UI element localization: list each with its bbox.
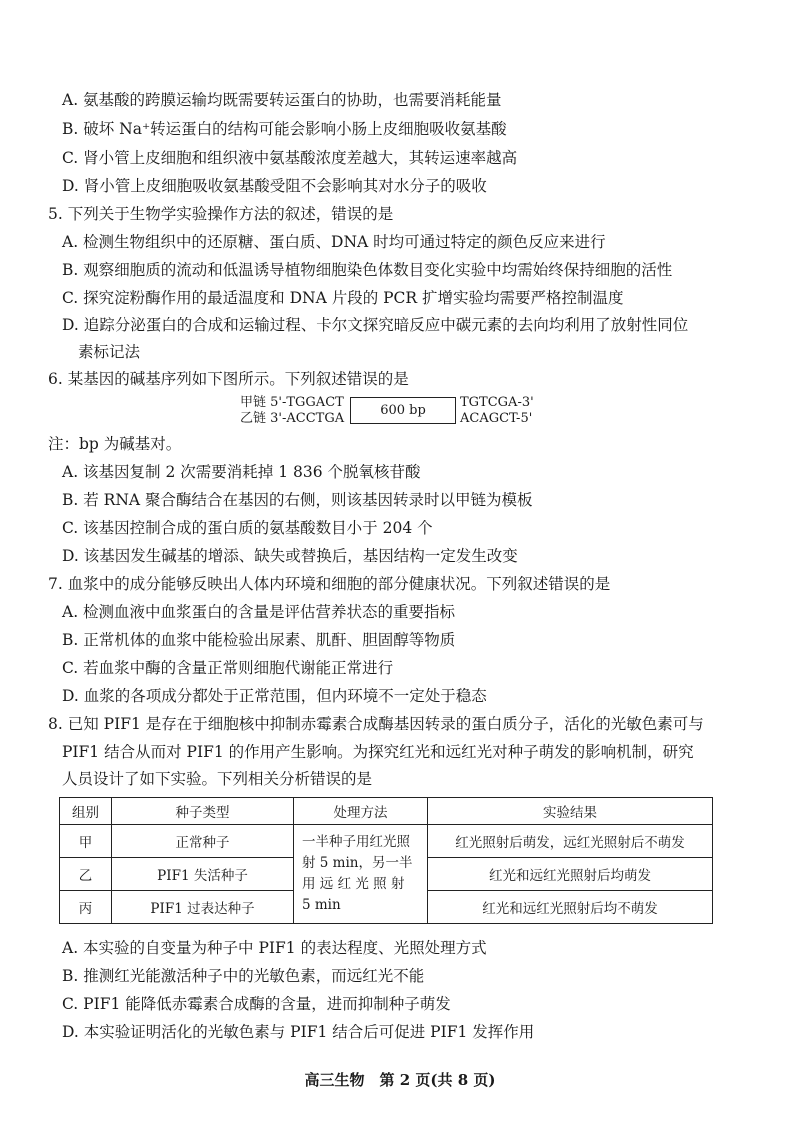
q8-stem-line-2: PIF1 结合从而对 PIF1 的作用产生影响。为探究红光和远红光对种子萌发的影响机制，研究 (62, 743, 694, 761)
q6-note: 注：bp 为碱基对。 (48, 435, 182, 453)
q4-option-d: D. 肾小管上皮细胞吸收氨基酸受阻不会影响其对水分子的吸收 (62, 177, 487, 195)
table-row (60, 825, 713, 858)
header-method: 处理方法 (294, 798, 428, 825)
cell-seed: 正常种子 (112, 825, 294, 858)
method-line: 射 5 min，另一半 (302, 855, 413, 871)
q8-option-b: B. 推测红光能激活种子中的光敏色素，而远红光不能 (62, 967, 425, 985)
header-seed-type: 种子类型 (112, 798, 294, 825)
q7-stem: 7. 血浆中的成分能够反映出人体内环境和细胞的部分健康状况。下列叙述错误的是 (48, 575, 611, 593)
q7-option-a: A. 检测血液中血浆蛋白的含量是评估营养状态的重要指标 (62, 603, 456, 621)
strand-b-left: 乙链 3'-ACCTGA (240, 411, 345, 426)
q5-option-b: B. 观察细胞质的流动和低温诱导植物细胞染色体数目变化实验中均需始终保持细胞的活性 (62, 261, 673, 279)
strand-b-right: ACAGCT-5' (460, 411, 533, 426)
q7-option-d: D. 血浆的各项成分都处于正常范围，但内环境不一定处于稳态 (62, 687, 487, 705)
q5-stem: 5. 下列关于生物学实验操作方法的叙述，错误的是 (48, 205, 394, 223)
q7-option-c: C. 若血浆中酶的含量正常则细胞代谢能正常进行 (62, 659, 394, 677)
q6-option-a: A. 该基因复制 2 次需要消耗掉 1 836 个脱氧核苷酸 (62, 463, 421, 481)
experiment-table (59, 797, 713, 924)
q6-option-d: D. 该基因发生碱基的增添、缺失或替换后，基因结构一定发生改变 (62, 547, 518, 565)
q6-option-b: B. 若 RNA 聚合酶结合在基因的右侧，则该基因转录时以甲链为模板 (62, 491, 533, 509)
cell-group: 丙 (60, 891, 112, 924)
q5-option-c: C. 探究淀粉酶作用的最适温度和 DNA 片段的 PCR 扩增实验均需要严格控制温度 (62, 289, 624, 307)
q8-option-d: D. 本实验证明活化的光敏色素与 PIF1 结合后可促进 PIF1 发挥作用 (62, 1023, 535, 1041)
q5-option-a: A. 检测生物组织中的还原糖、蛋白质、DNA 时均可通过特定的颜色反应来进行 (62, 233, 606, 251)
strand-a-left: 甲链 5'-TGGACT (240, 395, 344, 410)
q4-option-a: A. 氨基酸的跨膜运输均既需要转运蛋白的协助，也需要消耗能量 (62, 91, 502, 109)
q8-option-c: C. PIF1 能降低赤霉素合成酶的含量，进而抑制种子萌发 (62, 995, 451, 1013)
q4-option-b: B. 破坏 Na⁺转运蛋白的结构可能会影响小肠上皮细胞吸收氨基酸 (62, 120, 507, 138)
q7-option-b: B. 正常机体的血浆中能检验出尿素、肌酐、胆固醇等物质 (62, 631, 456, 649)
q5-option-d: D. 追踪分泌蛋白的合成和运输过程、卡尔文探究暗反应中碳元素的去向均利用了放射性同位 (62, 316, 689, 334)
cell-group: 乙 (60, 858, 112, 891)
cell-seed: PIF1 过表达种子 (112, 891, 294, 924)
q6-option-c: C. 该基因控制合成的蛋白质的氨基酸数目小于 204 个 (62, 519, 433, 537)
sequence-box (350, 397, 456, 424)
method-line: 一半种子用红光照 (302, 834, 410, 850)
q8-stem-line-3: 人员设计了如下实验。下列相关分析错误的是 (62, 770, 373, 788)
sequence-box-label: 600 bp (380, 403, 426, 418)
header-result: 实验结果 (428, 798, 713, 825)
q8-option-a: A. 本实验的自变量为种子中 PIF1 的表达程度、光照处理方式 (62, 939, 487, 957)
cell-seed: PIF1 失活种子 (112, 858, 294, 891)
page-footer: 高三生物 第 2 页(共 8 页) (304, 1071, 496, 1089)
cell-group: 甲 (60, 825, 112, 858)
header-group: 组别 (60, 798, 112, 825)
q4-option-c: C. 肾小管上皮细胞和组织液中氨基酸浓度差越大，其转运速率越高 (62, 149, 518, 167)
q8-stem-line-1: 8. 已知 PIF1 是存在于细胞核中抑制赤霉素合成酶基因转录的蛋白质分子，活化的光敏色素可与 (48, 715, 704, 733)
method-line: 5 min (302, 897, 341, 913)
q6-stem: 6. 某基因的碱基序列如下图所示。下列叙述错误的是 (48, 370, 409, 388)
cell-method (294, 825, 428, 924)
method-line: 用 远 红 光 照 射 (302, 876, 405, 892)
q5-option-d-continued: 素标记法 (78, 343, 141, 361)
cell-result: 红光和远红光照射后均萌发 (428, 858, 713, 891)
strand-a-right: TGTCGA-3' (460, 395, 534, 410)
table-header-row (60, 798, 713, 825)
cell-result: 红光和远红光照射后均不萌发 (428, 891, 713, 924)
cell-result: 红光照射后萌发，远红光照射后不萌发 (428, 825, 713, 858)
